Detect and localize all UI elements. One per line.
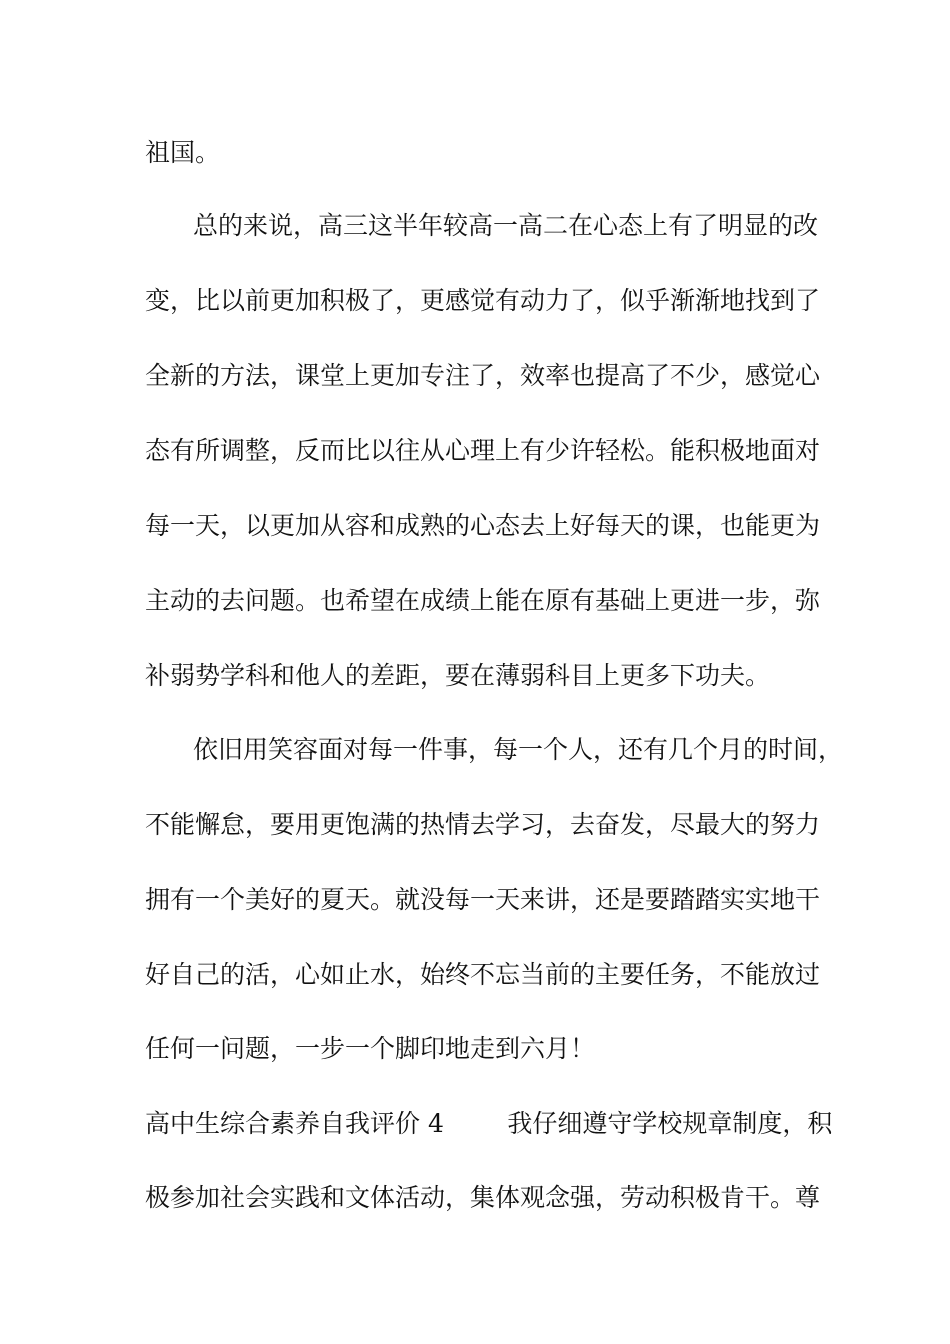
text-line: 补弱势学科和他人的差距，要在薄弱科目上更多下功夫。 <box>145 661 771 690</box>
section-heading-line: 高中生综合素养自我评价 4 我仔细遵守学校规章制度，积 <box>145 1109 833 1138</box>
text-line: 极参加社会实践和文体活动，集体观念强，劳动积极肯干。尊 <box>145 1183 821 1212</box>
text-line: 态有所调整，反而比以往从心理上有少许轻松。能积极地面对 <box>145 436 821 465</box>
text-line: 不能懈怠，要用更饱满的热情去学习，去奋发，尽最大的努力 <box>145 810 821 839</box>
text-line: 每一天，以更加从容和成熟的心态去上好每天的课，也能更为 <box>145 511 821 540</box>
paragraph-start-line: 依旧用笑容面对每一件事，每一个人，还有几个月的时间， <box>193 735 844 764</box>
text-line: 任何一问题，一步一个脚印地走到六月！ <box>145 1034 596 1063</box>
text-line: 祖国。 <box>145 138 221 167</box>
text-line: 好自己的活，心如止水，始终不忘当前的主要任务，不能放过 <box>145 960 821 989</box>
text-line: 主动的去问题。也希望在成绩上能在原有基础上更进一步，弥 <box>145 586 821 615</box>
text-line: 变，比以前更加积极了，更感觉有动力了，似乎渐渐地找到了 <box>145 286 821 315</box>
text-line: 拥有一个美好的夏天。就没每一天来讲，还是要踏踏实实地干 <box>145 885 821 914</box>
text-line: 全新的方法，课堂上更加专注了，效率也提高了不少，感觉心 <box>145 361 821 390</box>
paragraph-start-line: 总的来说，高三这半年较高一高二在心态上有了明显的改 <box>193 211 819 240</box>
